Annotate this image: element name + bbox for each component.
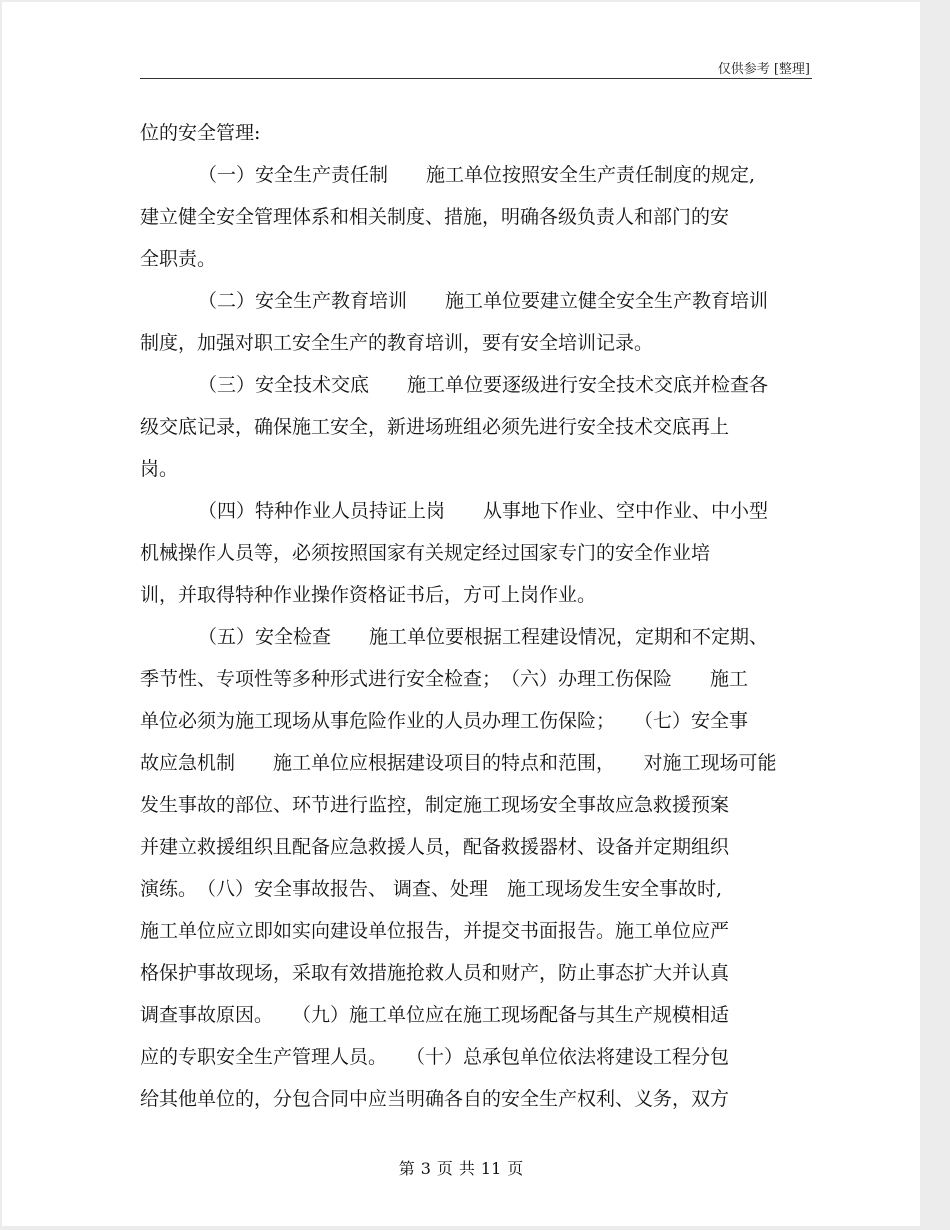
footer-suffix: 页 [507, 1159, 524, 1178]
body-line: （三）安全技术交底 施工单位要逐级进行安全技术交底并检查各 [198, 374, 769, 396]
document-body [140, 112, 812, 1120]
body-line: 并建立救援组织且配备应急救援人员，配备救援器材、设备并定期组织 [140, 836, 730, 858]
body-line: 建立健全安全管理体系和相关制度、措施，明确各级负责人和部门的安 [140, 206, 730, 228]
body-line: 季节性、专项性等多种形式进行安全检查； （六）办理工伤保险 施工 [140, 668, 749, 690]
body-line: 故应急机制 施工单位应根据建设项目的特点和范围， 对施工现场可能 [140, 752, 777, 774]
body-line: 应的专职安全生产管理人员。 （十）总承包单位依法将建设工程分包 [140, 1046, 730, 1068]
body-line: 发生事故的部位、环节进行监控，制定施工现场安全事故应急救援预案 [140, 794, 730, 816]
header-divider [140, 78, 812, 79]
footer-total-pages: 11 [480, 1159, 502, 1178]
body-line: （二）安全生产教育培训 施工单位要建立健全安全生产教育培训 [198, 290, 769, 312]
body-line: 制度，加强对职工安全生产的教育培训，要有安全培训记录。 [140, 332, 654, 354]
footer-current-page: 3 [420, 1159, 431, 1178]
body-line: 施工单位应立即如实向建设单位报告，并提交书面报告。施工单位应严 [140, 920, 730, 942]
footer-prefix: 第 [398, 1159, 415, 1178]
body-line: （五）安全检查 施工单位要根据工程建设情况，定期和不定期、 [198, 626, 769, 648]
body-line: 位的安全管理: [140, 122, 261, 144]
page-footer [2, 1156, 920, 1179]
body-line: （四）特种作业人员持证上岗 从事地下作业、空中作业、中小型 [198, 500, 769, 522]
page-header-text: 仅供参考 [整理] [717, 62, 810, 77]
body-line: 给其他单位的，分包合同中应当明确各自的安全生产权利、义务，双方 [140, 1088, 730, 1110]
footer-total-word: 共 [458, 1159, 475, 1178]
body-line: 单位必须为施工现场从事危险作业的人员办理工伤保险； （七）安全事 [140, 710, 749, 732]
body-line: 机械操作人员等，必须按照国家有关规定经过国家专门的安全作业培 [140, 542, 711, 564]
body-line: （一）安全生产责任制 施工单位按照安全生产责任制度的规定, [198, 164, 756, 186]
footer-page-word: 页 [436, 1159, 453, 1178]
body-line: 训，并取得特种作业操作资格证书后，方可上岗作业。 [140, 584, 597, 606]
body-line: 演练。 （八）安全事故报告、 调查、处理 施工现场发生安全事故时, [140, 878, 723, 900]
body-line: 格保护事故现场，采取有效措施抢救人员和财产，防止事态扩大并认真 [140, 962, 730, 984]
body-line: 级交底记录，确保施工安全，新进场班组必须先进行安全技术交底再上 [140, 416, 730, 438]
document-page [2, 2, 920, 1226]
body-line: 岗。 [140, 458, 179, 480]
body-line: 全职责。 [140, 248, 217, 270]
body-line: 调查事故原因。 （九）施工单位应在施工现场配备与其生产规模相适 [140, 1004, 730, 1026]
